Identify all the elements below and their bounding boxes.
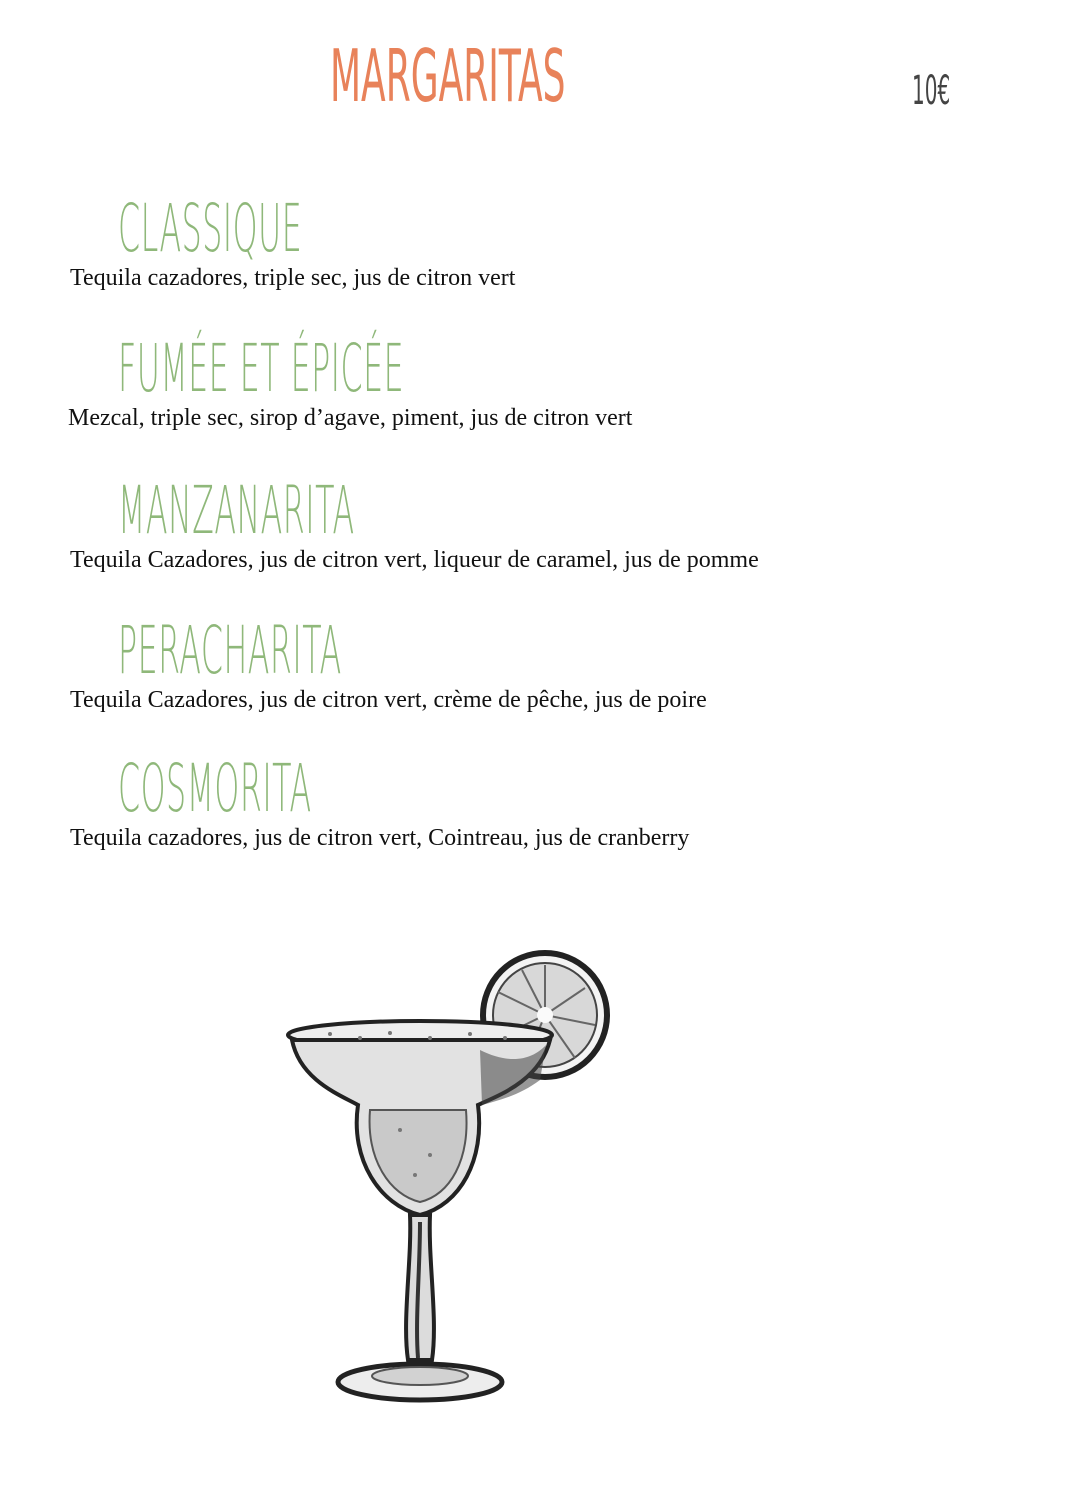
glass-stem: [406, 1215, 434, 1360]
page-title: MARGARITAS: [330, 34, 566, 118]
cocktail-description-peracharita: Tequila Cazadores, jus de citron vert, crème de pêche, jus de poire: [70, 687, 707, 713]
glass-bowl: [288, 1021, 552, 1215]
cocktail-description-fumee-et-epicee: Mezcal, triple sec, sirop d’agave, piment, jus de citron vert: [68, 405, 633, 431]
cocktail-description-cosmorita: Tequila cazadores, jus de citron vert, Cointreau, jus de cranberry: [70, 825, 690, 851]
margarita-glass-icon: [270, 930, 650, 1410]
cocktail-name-cosmorita: COSMORITA: [118, 750, 312, 827]
cocktail-description-manzanarita: Tequila Cazadores, jus de citron vert, liqueur de caramel, jus de pomme: [70, 547, 759, 573]
price-label: 10€: [912, 68, 951, 114]
cocktail-name-manzanarita: MANZANARITA: [118, 472, 355, 549]
cocktail-description-classique: Tequila cazadores, triple sec, jus de citron vert: [70, 265, 516, 291]
cocktail-name-classique: CLASSIQUE: [118, 190, 303, 267]
cocktail-name-fumee-et-epicee: FUMÉE ET ÉPICÉE: [118, 330, 405, 407]
glass-base: [338, 1364, 502, 1400]
cocktail-name-peracharita: PERACHARITA: [118, 612, 342, 689]
